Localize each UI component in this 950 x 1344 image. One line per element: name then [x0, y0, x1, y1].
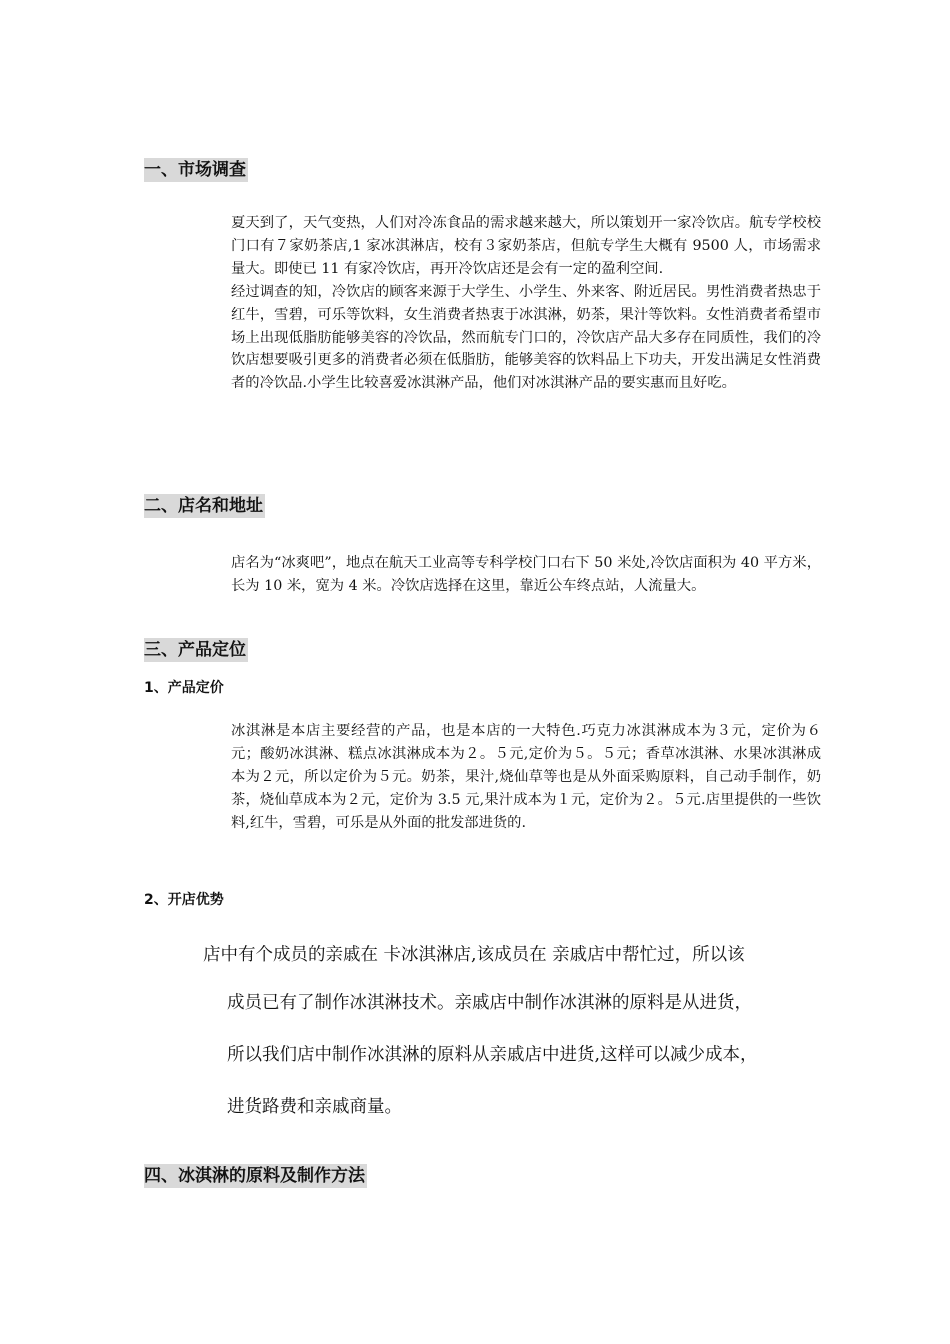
- market-survey-paragraph-1: 夏天到了，天气变热，人们对冷冻食品的需求越来越大，所以策划开一家冷饮店。航专学校校门口有７家奶茶店,1 家冰淇淋店，校有３家奶茶店，但航专学生大概有 9500 人，市场需求量大。即使已 11 有家冷饮店，再开冷饮店还是会有一定的盈利空间.: [231, 215, 821, 277]
- store-name-address-paragraph: 店名为“冰爽吧”，地点在航天工业高等专科学校门口右下 50 米处,冷饮店面积为 40 平方米，长为 10 米，宽为 4 米。冷饮店选择在这里，靠近公车终点站，人流量大。: [231, 555, 821, 594]
- pricing-paragraph: 冰淇淋是本店主要经营的产品，也是本店的一大特色.巧克力冰淇淋成本为３元，定价为６元；酸奶冰淇淋、糕点冰淇淋成本为２。５元,定价为５。５元；香草冰淇淋、水果冰淇淋成本为２元，所以定价为５元。奶茶，果汁,烧仙草等也是从外面采购原料，自己动手制作，奶茶，烧仙草成本为２元，定价为 3.5 元,果汁成本为１元，定价为２。５元.店里提供的一些饮料,红牛，雪碧，可乐是从外面的批发部进货的.: [231, 723, 821, 831]
- advantages-line-3: 所以我们店中制作冰淇淋的原料从亲戚店中进货,这样可以减少成本，: [227, 1045, 758, 1065]
- market-survey-paragraph-2: 经过调查的知，冷饮店的顾客来源于大学生、小学生、外来客、附近居民。男性消费者热忠于红牛，雪碧，可乐等饮料，女生消费者热衷于冰淇淋，奶茶，果汁等饮料。女性消费者希望市场上出现低脂肪能够美容的冷饮品，然而航专门口的，冷饮店产品大多存在同质性，我们的冷饮店想要吸引更多的消费者必须在低脂肪，能够美容的饮料品上下功夫，开发出满足女性消费者的冷饮品.小学生比较喜爱冰淇淋产品，他们对冰淇淋产品的要实惠而且好吃。: [231, 283, 821, 392]
- subheading-pricing: 1、产品定价: [144, 680, 224, 696]
- subheading-advantages: 2、开店优势: [144, 892, 224, 908]
- store-name-address-body: [231, 552, 821, 598]
- section-heading-store-name-address: 二、店名和地址: [144, 496, 263, 516]
- section-heading-product-positioning: 三、产品定位: [144, 640, 246, 660]
- advantages-line-2: 成员已有了制作冰淇淋技术。亲戚店中制作冰淇淋的原料是从进货，: [227, 993, 752, 1013]
- advantages-line-4: 进货路费和亲戚商量。: [227, 1097, 402, 1117]
- advantages-line-1: 店中有个成员的亲戚在 卡冰淇淋店,该成员在 亲戚店中帮忙过，所以该: [203, 945, 745, 965]
- section-heading-ice-cream-ingredients: 四、冰淇淋的原料及制作方法: [144, 1166, 365, 1186]
- market-survey-body: [231, 212, 821, 395]
- section-heading-market-survey: 一、市场调查: [144, 160, 246, 180]
- pricing-body: [231, 720, 821, 835]
